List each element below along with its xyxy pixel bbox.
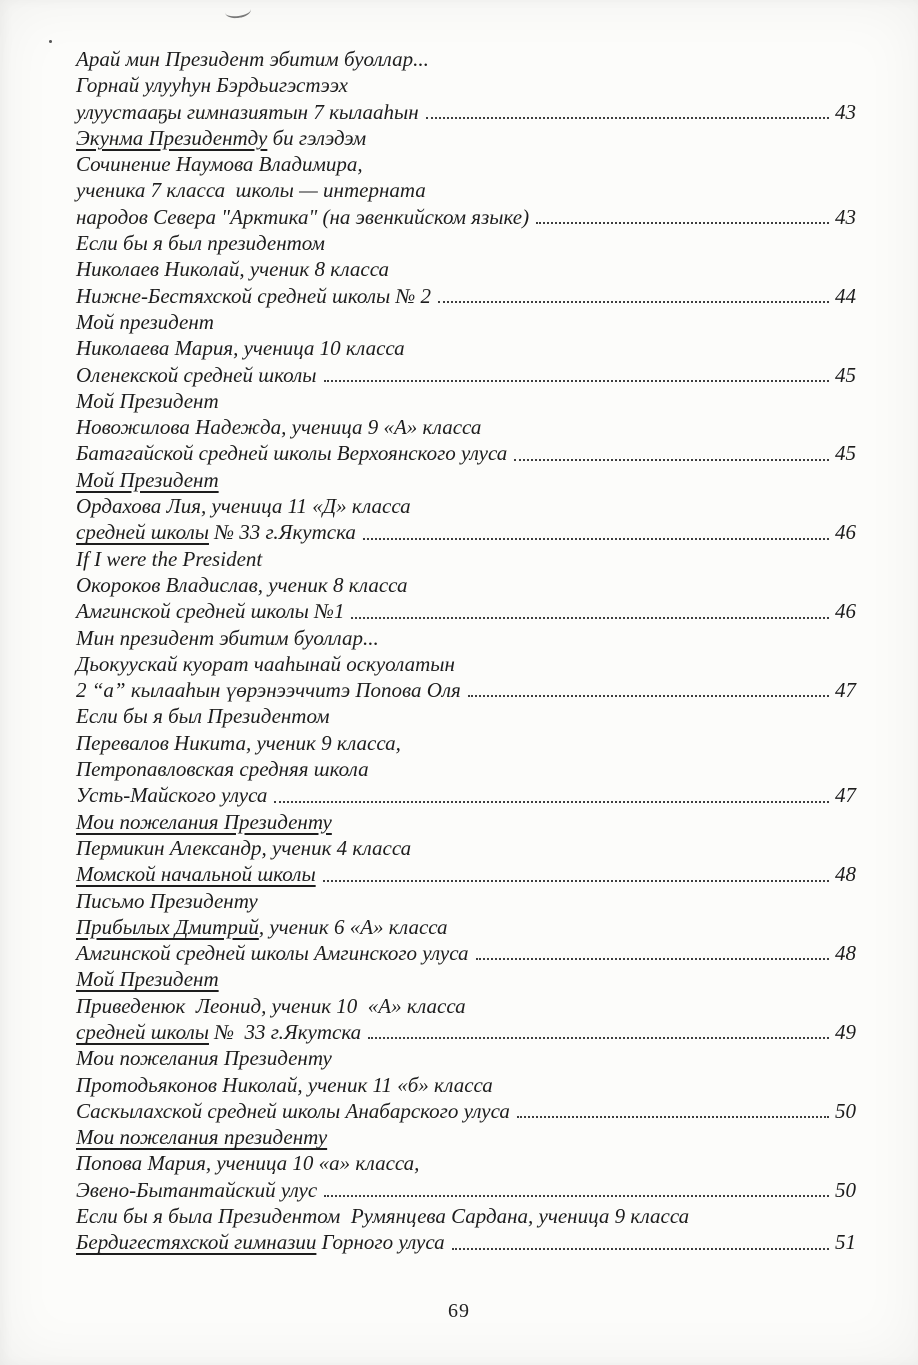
dot-leader	[452, 1248, 829, 1250]
page-number: 69	[448, 1300, 470, 1322]
toc-line	[76, 572, 856, 598]
toc-page-number: 46	[835, 520, 856, 545]
toc-entry-text: Николаева Мария, ученица 10 класса	[76, 336, 405, 361]
toc-line	[76, 677, 856, 703]
toc-line	[76, 888, 856, 914]
toc-line	[76, 125, 856, 151]
toc-page-number: 45	[835, 362, 856, 387]
toc-line	[76, 335, 856, 361]
toc-page-number: 50	[835, 1098, 856, 1123]
toc-entry-text: ученика 7 класса школы — интерната	[76, 178, 426, 203]
toc-line	[76, 467, 856, 493]
scan-ink-speck	[49, 40, 52, 43]
toc-entry-text	[76, 966, 219, 992]
toc-entry-text: Попова Мария, ученица 10 «а» класса,	[76, 1151, 420, 1176]
toc-page-number: 47	[835, 783, 856, 808]
toc-page-number: 45	[835, 441, 856, 466]
toc-entry-text: Нижне-Бестяхской средней школы № 2	[76, 283, 432, 308]
toc-page-number: 43	[835, 99, 856, 124]
underlined-text: средней школы	[76, 1019, 209, 1044]
underlined-text: средней школы	[76, 520, 209, 545]
toc-line	[76, 546, 856, 572]
toc-page-number: 43	[835, 204, 856, 229]
toc-entry-text: Пермикин Александр, ученик 4 класса	[76, 835, 412, 860]
underlined-text: Прибылых Дмитрий	[76, 914, 259, 939]
toc-entry-text: средней школы № 33 г.Якутска	[76, 520, 356, 545]
toc-page-number: 47	[835, 678, 856, 703]
toc-page-number: 46	[835, 599, 856, 624]
toc-entry-text: Саскылахской средней школы Анабарского улуса	[76, 1098, 510, 1123]
toc-line	[76, 1045, 856, 1071]
underlined-text: Мой Президент	[76, 467, 219, 492]
toc-line	[76, 256, 856, 282]
toc-line	[76, 1072, 856, 1098]
toc-entry-text: Дьокуускай куорат чааһынай оскуолатын	[76, 651, 455, 676]
toc-line	[76, 519, 856, 545]
toc-line	[76, 151, 856, 177]
toc-entry-text: Новожилова Надежда, ученица 9 «А» класса	[76, 415, 482, 440]
toc-page-number: 50	[835, 1177, 856, 1202]
toc-line	[76, 940, 856, 966]
toc-entry-text	[76, 1124, 327, 1150]
toc-line	[76, 388, 856, 414]
dot-leader	[536, 222, 829, 224]
toc-line	[76, 966, 856, 992]
underlined-text: Момской начальной школы	[76, 862, 316, 887]
toc-line	[76, 72, 856, 98]
toc-line	[76, 1229, 856, 1255]
toc-entry-text: Протодьяконов Николай, ученик 11 «б» класса	[76, 1072, 493, 1097]
underlined-text: Мои пожелания Президенту	[76, 809, 332, 834]
toc-line	[76, 730, 856, 756]
toc-entry-text: Если бы я была Президентом Румянцева Сардана, ученица 9 класса	[76, 1204, 690, 1229]
dot-leader	[514, 459, 829, 461]
toc-entry-text: Если бы я был президентом	[76, 231, 325, 256]
toc-line	[76, 835, 856, 861]
toc-line	[76, 1124, 856, 1150]
toc-line	[76, 493, 856, 519]
toc-entry-text: Бердигестяхской гимназии Горного улуса	[76, 1230, 445, 1255]
toc-line	[76, 177, 856, 203]
toc-line	[76, 1203, 856, 1229]
toc-entry-text: Оленекской средней школы	[76, 362, 317, 387]
toc-entry-text: Горнай улууһун Бэрдьигэстээх	[76, 73, 348, 98]
dot-leader	[363, 538, 829, 540]
toc-entry-text	[76, 809, 332, 835]
toc-entry-text	[76, 861, 316, 887]
toc-entry-text: Приведенюк Леонид, ученик 10 «А» класса	[76, 993, 466, 1018]
toc-entry-text: Ордахова Лия, ученица 11 «Д» класса	[76, 494, 411, 519]
toc-line	[76, 625, 856, 651]
toc-entry-text: средней школы № 33 г.Якутска	[76, 1019, 362, 1044]
toc-entry-text: Перевалов Никита, ученик 9 класса,	[76, 730, 401, 755]
toc-line	[76, 440, 856, 466]
toc-line	[76, 99, 856, 125]
dot-leader	[351, 617, 829, 619]
toc-entry-text: 2 “а” кылааһын үөрэнээччитэ Попова Оля	[76, 678, 461, 703]
toc-entry-text: Петропавловская средняя школа	[76, 757, 369, 782]
scan-pen-mark	[224, 2, 252, 19]
toc-entry-text: Мой президент	[76, 309, 214, 334]
toc-line	[76, 309, 856, 335]
toc-line	[76, 230, 856, 256]
toc-entry-text: Усть-Майского улуса	[76, 783, 268, 808]
toc-line	[76, 782, 856, 808]
toc-entry-text: Арай мин Президент эбитим буоллар...	[76, 47, 429, 71]
toc-line	[76, 1177, 856, 1203]
dot-leader	[476, 958, 829, 960]
toc-page-number: 51	[835, 1230, 856, 1255]
toc-entry-text: Николаев Николай, ученик 8 класса	[76, 257, 390, 282]
toc-line	[76, 756, 856, 782]
toc-entry-text: улуустааҕы гимназиятын 7 кылааһын	[76, 99, 419, 124]
toc-entry-text: Амгинской средней школы Амгинского улуса	[76, 941, 469, 966]
toc-entry-text: народов Севера "Арктика" (на эвенкийском языке)	[76, 204, 530, 229]
toc-page-number: 48	[835, 941, 856, 966]
dot-leader	[274, 801, 829, 803]
dot-leader	[517, 1116, 829, 1118]
toc-entry-text: Письмо Президенту	[76, 888, 258, 913]
toc-entry-text: Мин президент эбитим буоллар...	[76, 625, 379, 650]
toc-entry-text: Сочинение Наумова Владимира,	[76, 152, 363, 177]
toc-line	[76, 1098, 856, 1124]
dot-leader	[426, 117, 829, 119]
toc-line	[76, 1019, 856, 1045]
toc-line	[76, 703, 856, 729]
toc-line	[76, 283, 856, 309]
dot-leader	[438, 301, 829, 303]
toc-line	[76, 993, 856, 1019]
toc-entry-text: Если бы я был Президентом	[76, 704, 330, 729]
toc-line	[76, 414, 856, 440]
toc-entry-text: Мой Президент	[76, 388, 219, 413]
dot-leader	[323, 880, 829, 882]
toc-entry-text: Мои пожелания Президенту	[76, 1046, 332, 1071]
toc-line	[76, 861, 856, 887]
underlined-text: Экунма Президентду	[76, 125, 268, 150]
toc-entry-text: Окороков Владислав, ученик 8 класса	[76, 572, 408, 597]
toc-line	[76, 809, 856, 835]
toc-entry-text	[76, 467, 219, 493]
toc-entry-text: Батагайской средней школы Верхоянского улуса	[76, 441, 508, 466]
toc-entry-text: If I were the President	[76, 546, 263, 571]
toc-entry-text: Эвено-Бытантайский улус	[76, 1177, 318, 1202]
toc-line	[76, 598, 856, 624]
toc-entry-text: Экунма Президентду би гэлэдэм	[76, 125, 367, 150]
underlined-text: Бердигестяхской гимназии	[76, 1230, 317, 1255]
toc-page-number: 49	[835, 1019, 856, 1044]
toc-line	[76, 204, 856, 230]
toc-entry-text: Прибылых Дмитрий, ученик 6 «А» класса	[76, 914, 448, 939]
toc-page-number: 48	[835, 862, 856, 887]
toc-page-number: 44	[835, 283, 856, 308]
dot-leader	[324, 380, 830, 382]
toc-list	[76, 46, 856, 1256]
toc-line	[76, 1150, 856, 1176]
toc-line	[76, 651, 856, 677]
toc-entry-text: Амгинской средней школы №1	[76, 599, 345, 624]
dot-leader	[468, 695, 829, 697]
dot-leader	[324, 1195, 829, 1197]
toc-line	[76, 46, 856, 72]
toc-line	[76, 362, 856, 388]
underlined-text: Мой Президент	[76, 967, 219, 992]
toc-line	[76, 914, 856, 940]
underlined-text: Мои пожелания президенту	[76, 1125, 328, 1150]
dot-leader	[368, 1037, 829, 1039]
